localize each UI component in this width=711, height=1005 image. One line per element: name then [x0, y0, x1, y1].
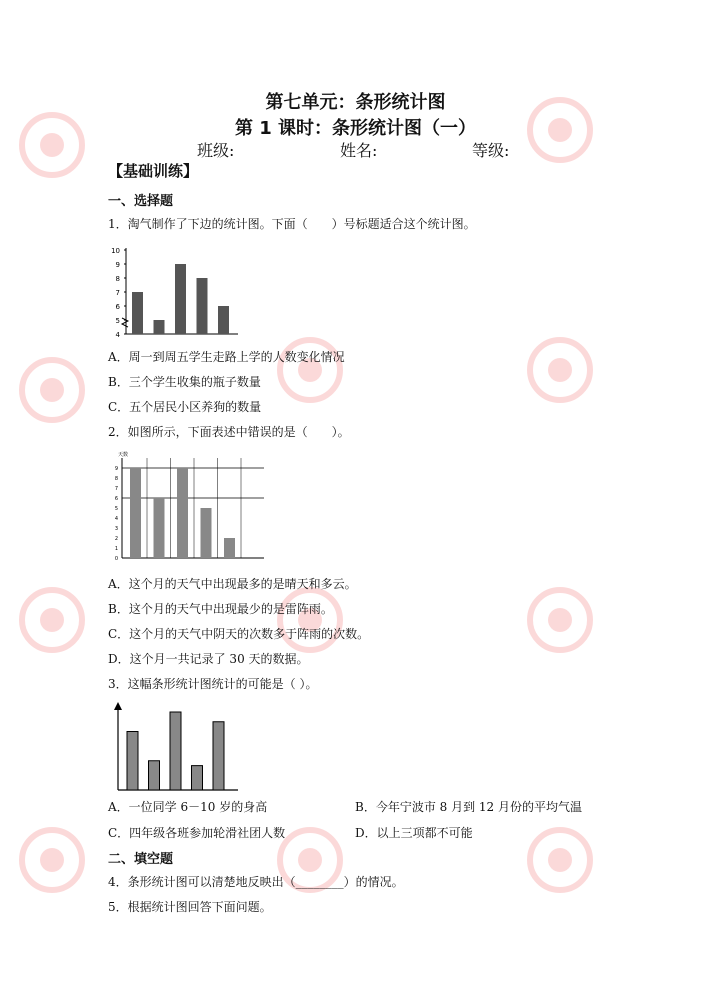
- chart-1-bar: [175, 264, 186, 334]
- chart-1-bar: [218, 306, 229, 334]
- chart-2-bar: [177, 468, 188, 558]
- watermark-logo-icon: [520, 330, 600, 410]
- chart-2-tick-label: 9: [114, 466, 118, 472]
- chart-2-bar: [201, 508, 212, 558]
- q3-option-c: C．四年级各班参加轮滑社团人数: [108, 826, 286, 840]
- q1-option-b: B．三个学生收集的瓶子数量: [108, 375, 261, 389]
- watermark-logo-icon: [12, 820, 92, 900]
- chart-3-bar: [127, 732, 138, 791]
- watermark-logo-icon: [270, 580, 350, 660]
- q2-option-d: D．这个月一共记录了 30 天的数据。: [108, 652, 309, 666]
- chart-2-bar: [130, 468, 141, 558]
- question-3-text: 3．这幅条形统计图统计的可能是（ ）。: [108, 677, 318, 691]
- chart-1-tick-label: 7: [115, 289, 120, 297]
- basic-training-heading: 【基础训练】: [108, 162, 199, 180]
- watermark-logo-icon: [12, 580, 92, 660]
- chart-3: [108, 700, 242, 795]
- q3-option-b: B．今年宁波市 8 月到 12 月份的平均气温: [355, 800, 582, 814]
- watermark-logo-icon: [270, 330, 350, 410]
- question-5-text: 5．根据统计图回答下面问题。: [108, 900, 272, 914]
- chart-1-tick-label: 10: [111, 247, 120, 255]
- chart-2-tick-label: 6: [114, 496, 118, 502]
- q3-option-a: A．一位同学 6－10 岁的身高: [108, 800, 268, 814]
- q1-option-a: A．周一到周五学生走路上学的人数变化情况: [108, 350, 345, 364]
- chart-2-bar: [224, 538, 235, 558]
- chart-2-tick-label: 5: [114, 506, 118, 512]
- question-4-text: 4．条形统计图可以清楚地反映出（________）的情况。: [108, 875, 404, 889]
- grade-label: 等级:: [472, 141, 510, 160]
- page-subtitle: 第 1 课时：条形统计图（一）: [234, 118, 477, 139]
- choice-section-heading: 一、选择题: [108, 194, 174, 209]
- q2-option-c: C．这个月的天气中阴天的次数多于阵雨的次数。: [108, 627, 370, 641]
- chart-3-bar: [192, 766, 203, 790]
- class-label: 班级:: [197, 141, 235, 160]
- chart-2-y-label: 天数: [118, 452, 129, 458]
- q2-option-a: A．这个月的天气中出现最多的是晴天和多云。: [108, 577, 357, 591]
- chart-2-tick-label: 4: [114, 516, 118, 522]
- chart-1-tick-label: 4: [115, 331, 120, 338]
- q1-option-c: C．五个居民小区养狗的数量: [108, 400, 262, 414]
- chart-1-bar: [154, 320, 165, 334]
- chart-3-bar: [213, 722, 224, 790]
- question-1-text: 1．淘气制作了下边的统计图。下面（ ）号标题适合这个统计图。: [108, 217, 476, 231]
- chart-2-tick-label: 8: [114, 476, 118, 482]
- chart-3-bar: [170, 712, 181, 790]
- watermark-logo-icon: [520, 580, 600, 660]
- chart-1-bar: [197, 278, 208, 334]
- page-title: 第七单元：条形统计图: [265, 92, 446, 113]
- name-label: 姓名:: [340, 141, 378, 160]
- watermark-logo-icon: [520, 820, 600, 900]
- chart-1-tick-label: 6: [115, 303, 120, 311]
- chart-2-tick-label: 3: [114, 526, 118, 532]
- chart-1-bar: [132, 292, 143, 334]
- chart-1: [110, 242, 242, 338]
- chart-2: [108, 446, 268, 570]
- fill-section-heading: 二、填空题: [108, 852, 174, 867]
- chart-3-bar: [149, 761, 160, 790]
- q3-option-d: D．以上三项都不可能: [355, 826, 473, 840]
- q2-option-b: B．这个月的天气中出现最少的是雷阵雨。: [108, 602, 333, 616]
- chart-2-bar: [154, 498, 165, 558]
- chart-2-tick-label: 0: [114, 556, 118, 562]
- question-2-text: 2．如图所示，下面表述中错误的是（ ）。: [108, 425, 350, 439]
- chart-1-tick-label: 8: [115, 275, 120, 283]
- chart-1-tick-label: 5: [115, 317, 120, 325]
- chart-2-tick-label: 2: [114, 536, 118, 542]
- watermark-logo-icon: [12, 350, 92, 430]
- chart-2-tick-label: 7: [114, 486, 118, 492]
- chart-1-axis-break-icon: [122, 318, 128, 327]
- chart-1-tick-label: 9: [115, 261, 120, 269]
- chart-2-tick-label: 1: [114, 546, 118, 552]
- chart-3-arrow-icon: [114, 702, 122, 710]
